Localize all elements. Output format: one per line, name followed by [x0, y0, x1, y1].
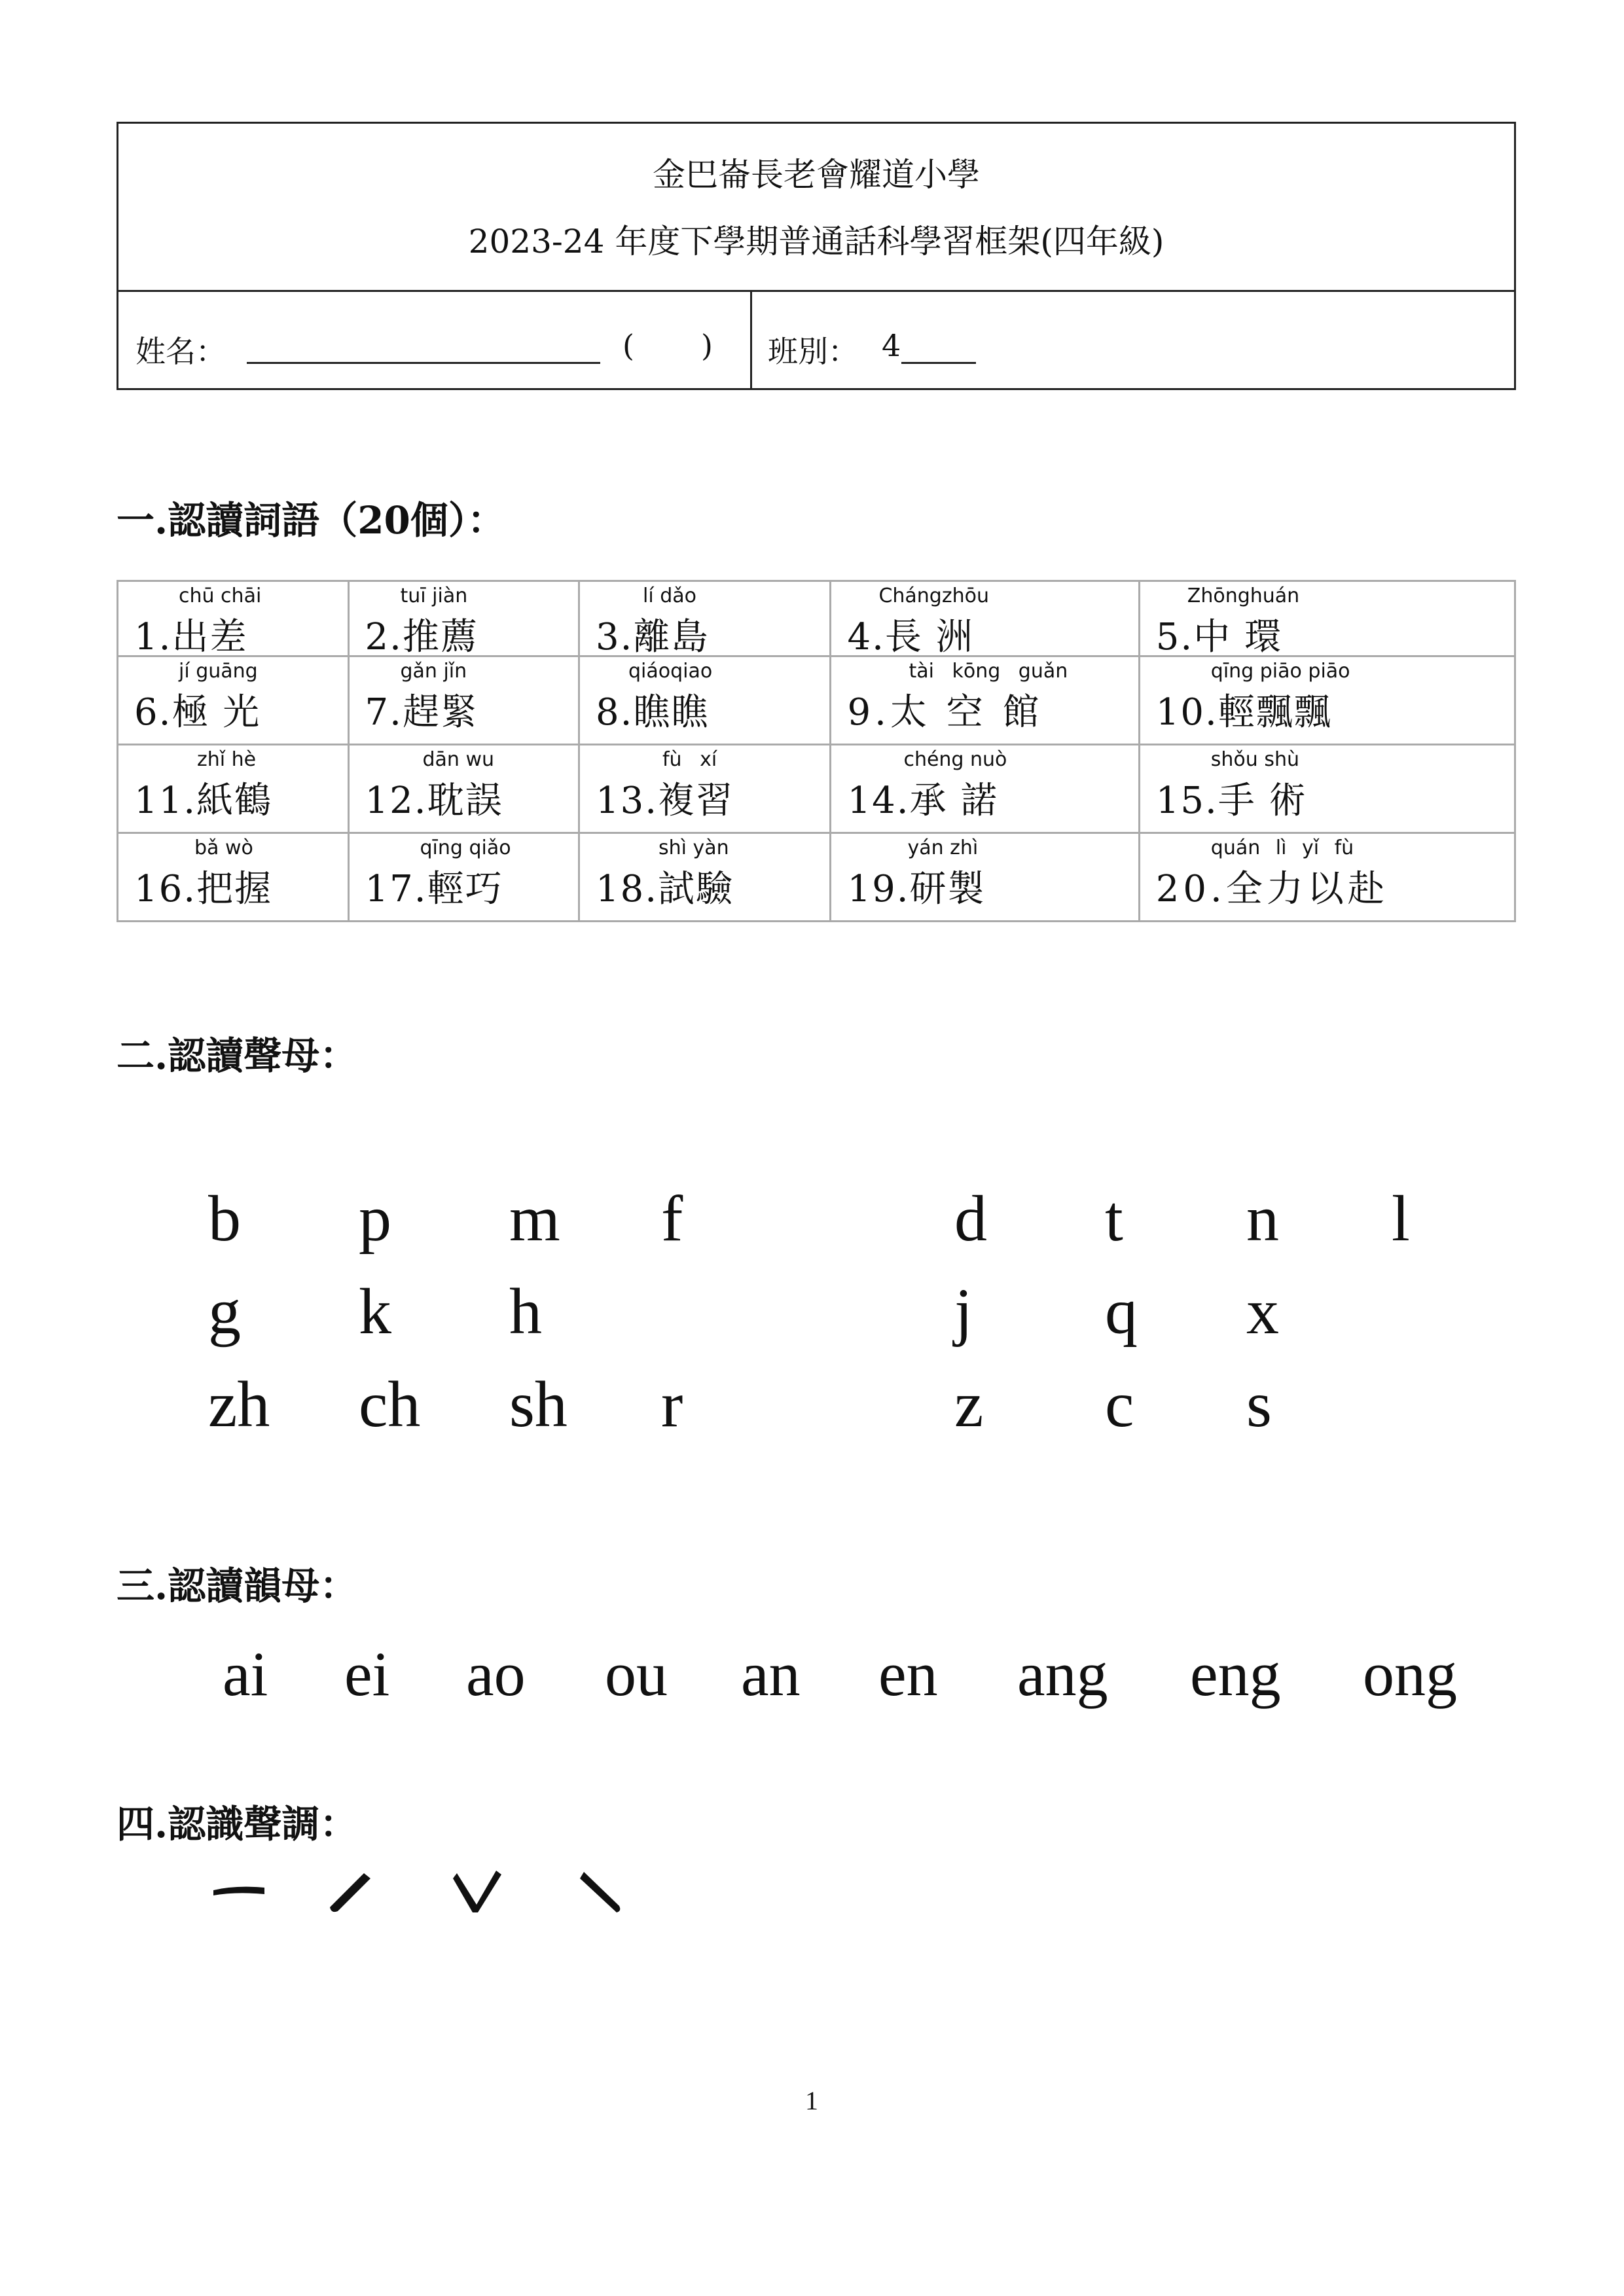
class-number-bracket-close: ): [701, 328, 713, 363]
word-number: 17.: [365, 868, 427, 910]
vocab-word: [847, 772, 998, 824]
vocab-word: [1156, 683, 1332, 736]
header-box: [117, 122, 1516, 390]
pinyin: fù xí: [662, 748, 717, 771]
vocab-word: [365, 772, 503, 824]
pinyin: qīng qiǎo: [420, 836, 511, 859]
initial-letter: r: [661, 1368, 683, 1441]
pinyin: qiáoqiao: [628, 660, 713, 683]
pinyin: zhǐ hè: [197, 748, 257, 771]
pinyin: qīng piāo piāo: [1210, 660, 1350, 683]
vocab-word: [847, 683, 1043, 736]
initial-letter: d: [954, 1182, 987, 1255]
word-number: 16.: [134, 868, 197, 910]
pinyin: shì yàn: [659, 836, 729, 859]
word-text: 輕飄飄: [1218, 691, 1332, 734]
final-vowel: an: [741, 1639, 801, 1709]
vocab-word: [847, 860, 985, 912]
pinyin: jí guāng: [179, 660, 258, 683]
vocab-word: [365, 683, 478, 736]
initial-letter: k: [359, 1275, 391, 1348]
word-number: 5.: [1155, 616, 1194, 658]
word-number: 13.: [596, 780, 659, 822]
word-number: 15.: [1155, 780, 1218, 822]
pinyin: Zhōnghuán: [1187, 584, 1300, 607]
vocab-cell: [579, 833, 831, 922]
vocab-cell: [831, 581, 1139, 656]
pinyin: lí dǎo: [643, 584, 696, 607]
vocab-cell: [579, 581, 831, 656]
word-number: 9.: [847, 691, 890, 734]
word-number: 6.: [134, 691, 172, 734]
section-4-title: 四.認識聲調：: [117, 1802, 358, 1846]
school-name: 金巴崙長老會耀道小學: [653, 156, 980, 194]
vocab-word: [365, 860, 503, 912]
pinyin: bǎ wò: [194, 836, 253, 859]
fourth-tone-icon: [576, 1865, 628, 1918]
vocab-word: [134, 860, 272, 912]
initial-letter: m: [509, 1182, 560, 1255]
initial-letter: g: [208, 1275, 241, 1348]
word-text: 全力以赴: [1225, 868, 1388, 910]
table-row: [118, 833, 1515, 922]
vocab-cell: [831, 833, 1139, 922]
vocab-cell: [118, 745, 349, 833]
vocab-cell: [579, 745, 831, 833]
final-vowel: en: [878, 1639, 938, 1709]
class-value: 4: [882, 328, 901, 363]
table-row: [118, 656, 1515, 745]
initial-letter: n: [1246, 1182, 1279, 1255]
header-title-area: [118, 124, 1514, 292]
word-text: 推薦: [402, 616, 478, 658]
word-text: 極 光: [171, 691, 261, 734]
word-number: 2.: [365, 616, 403, 658]
vocab-word: [365, 608, 478, 660]
word-text: 出差: [171, 616, 248, 658]
initial-letter: sh: [509, 1368, 568, 1441]
final-vowel: ong: [1363, 1639, 1457, 1709]
word-number: 4.: [847, 616, 885, 658]
vocab-word: [596, 608, 709, 660]
vocab-word: [1156, 860, 1388, 912]
vocab-word: [134, 608, 247, 660]
initial-letter: x: [1246, 1275, 1279, 1348]
final-vowel: eng: [1190, 1639, 1281, 1709]
pinyin: quán lì yǐ fù: [1210, 836, 1354, 859]
vocab-cell: [118, 833, 349, 922]
word-text: 耽誤: [427, 780, 503, 822]
name-blank[interactable]: [247, 362, 600, 364]
word-text: 研製: [909, 868, 986, 910]
final-vowel: ou: [605, 1639, 668, 1709]
pinyin: chéng nuò: [903, 748, 1007, 771]
word-text: 把握: [196, 868, 273, 910]
final-vowel: ai: [223, 1639, 268, 1709]
word-number: 19.: [847, 868, 910, 910]
word-text: 手 術: [1218, 780, 1307, 822]
second-tone-icon: [325, 1865, 377, 1918]
table-row: [118, 581, 1515, 656]
final-vowel: ei: [344, 1639, 390, 1709]
vocab-word: [134, 772, 272, 824]
word-number: 7.: [365, 691, 403, 734]
initial-letter: ch: [359, 1368, 421, 1441]
word-number: 3.: [596, 616, 634, 658]
vocab-cell: [579, 656, 831, 745]
page-number: 1: [805, 2086, 818, 2115]
initial-letter: z: [954, 1368, 984, 1441]
pinyin: shǒu shù: [1210, 748, 1299, 771]
vocab-cell: [348, 656, 579, 745]
initial-letter: p: [359, 1182, 391, 1255]
third-tone-icon: [453, 1865, 505, 1918]
initial-letter: h: [509, 1275, 542, 1348]
framework-title: 2023-24 年度下學期普通話科學習框架(四年級): [468, 223, 1164, 260]
vocab-word: [596, 772, 734, 824]
initial-letter: q: [1105, 1275, 1138, 1348]
pinyin: yán zhì: [907, 836, 979, 859]
word-number: 1.: [134, 616, 172, 658]
word-text: 輕巧: [427, 868, 503, 910]
initial-letter: zh: [208, 1368, 270, 1441]
vocab-cell: [1139, 656, 1515, 745]
pinyin: dān wu: [422, 748, 495, 771]
word-text: 紙鶴: [196, 780, 273, 822]
word-number: 8.: [596, 691, 634, 734]
word-text: 試驗: [658, 868, 734, 910]
name-cell: [118, 290, 752, 388]
vocab-word: [134, 683, 261, 736]
word-text: 中 環: [1193, 616, 1283, 658]
initial-letter: b: [208, 1182, 241, 1255]
vocab-word: [847, 608, 973, 660]
section-3-title: 三.認讀韻母：: [117, 1564, 358, 1608]
word-number: 11.: [134, 780, 197, 822]
pinyin: tuī jiàn: [400, 584, 468, 607]
vocabulary-table: [117, 580, 1516, 922]
vocab-word: [1156, 772, 1307, 824]
final-vowel: ao: [466, 1639, 526, 1709]
word-text: 複習: [658, 780, 734, 822]
vocab-cell: [118, 656, 349, 745]
final-vowel: ang: [1017, 1639, 1108, 1709]
name-label: 姓名：: [135, 334, 226, 369]
word-text: 離島: [633, 616, 710, 658]
initial-letter: s: [1246, 1368, 1272, 1441]
word-number: 18.: [596, 868, 659, 910]
vocab-cell: [1139, 745, 1515, 833]
class-label: 班別：: [768, 334, 858, 369]
vocab-word: [596, 683, 709, 736]
vocab-word: [1156, 608, 1282, 660]
word-text: 承 諾: [909, 780, 999, 822]
vocab-cell: [831, 745, 1139, 833]
word-text: 瞧瞧: [633, 691, 710, 734]
pinyin: gǎn jǐn: [400, 660, 467, 683]
section-2-title: 二.認讀聲母：: [117, 1033, 358, 1078]
initial-letter: c: [1105, 1368, 1134, 1441]
vocab-cell: [348, 745, 579, 833]
vocab-word: [596, 860, 734, 912]
word-number: 10.: [1155, 691, 1218, 734]
section-1-title: 一.認讀詞語（20個）：: [117, 498, 505, 543]
vocab-cell: [1139, 581, 1515, 656]
vocab-cell: [1139, 833, 1515, 922]
class-cell: [752, 290, 1514, 388]
table-row: [118, 745, 1515, 833]
initial-letter: j: [954, 1275, 973, 1348]
pinyin: chū chāi: [179, 584, 262, 607]
word-number: 20.: [1155, 868, 1226, 910]
word-number: 14.: [847, 780, 910, 822]
class-blank[interactable]: [901, 362, 976, 364]
pinyin: tài kōng guǎn: [909, 660, 1068, 683]
vocab-cell: [831, 656, 1139, 745]
first-tone-icon: [209, 1865, 268, 1918]
word-number: 12.: [365, 780, 427, 822]
vocab-cell: [348, 581, 579, 656]
word-text: 太 空 館: [890, 691, 1043, 734]
vocab-cell: [118, 581, 349, 656]
pinyin: Chángzhōu: [878, 584, 989, 607]
initial-letter: f: [661, 1182, 683, 1255]
word-text: 趕緊: [402, 691, 478, 734]
initial-letter: t: [1105, 1182, 1123, 1255]
word-text: 長 洲: [884, 616, 974, 658]
initial-letter: l: [1392, 1182, 1410, 1255]
vocab-cell: [348, 833, 579, 922]
class-number-bracket-open: (: [623, 328, 634, 363]
